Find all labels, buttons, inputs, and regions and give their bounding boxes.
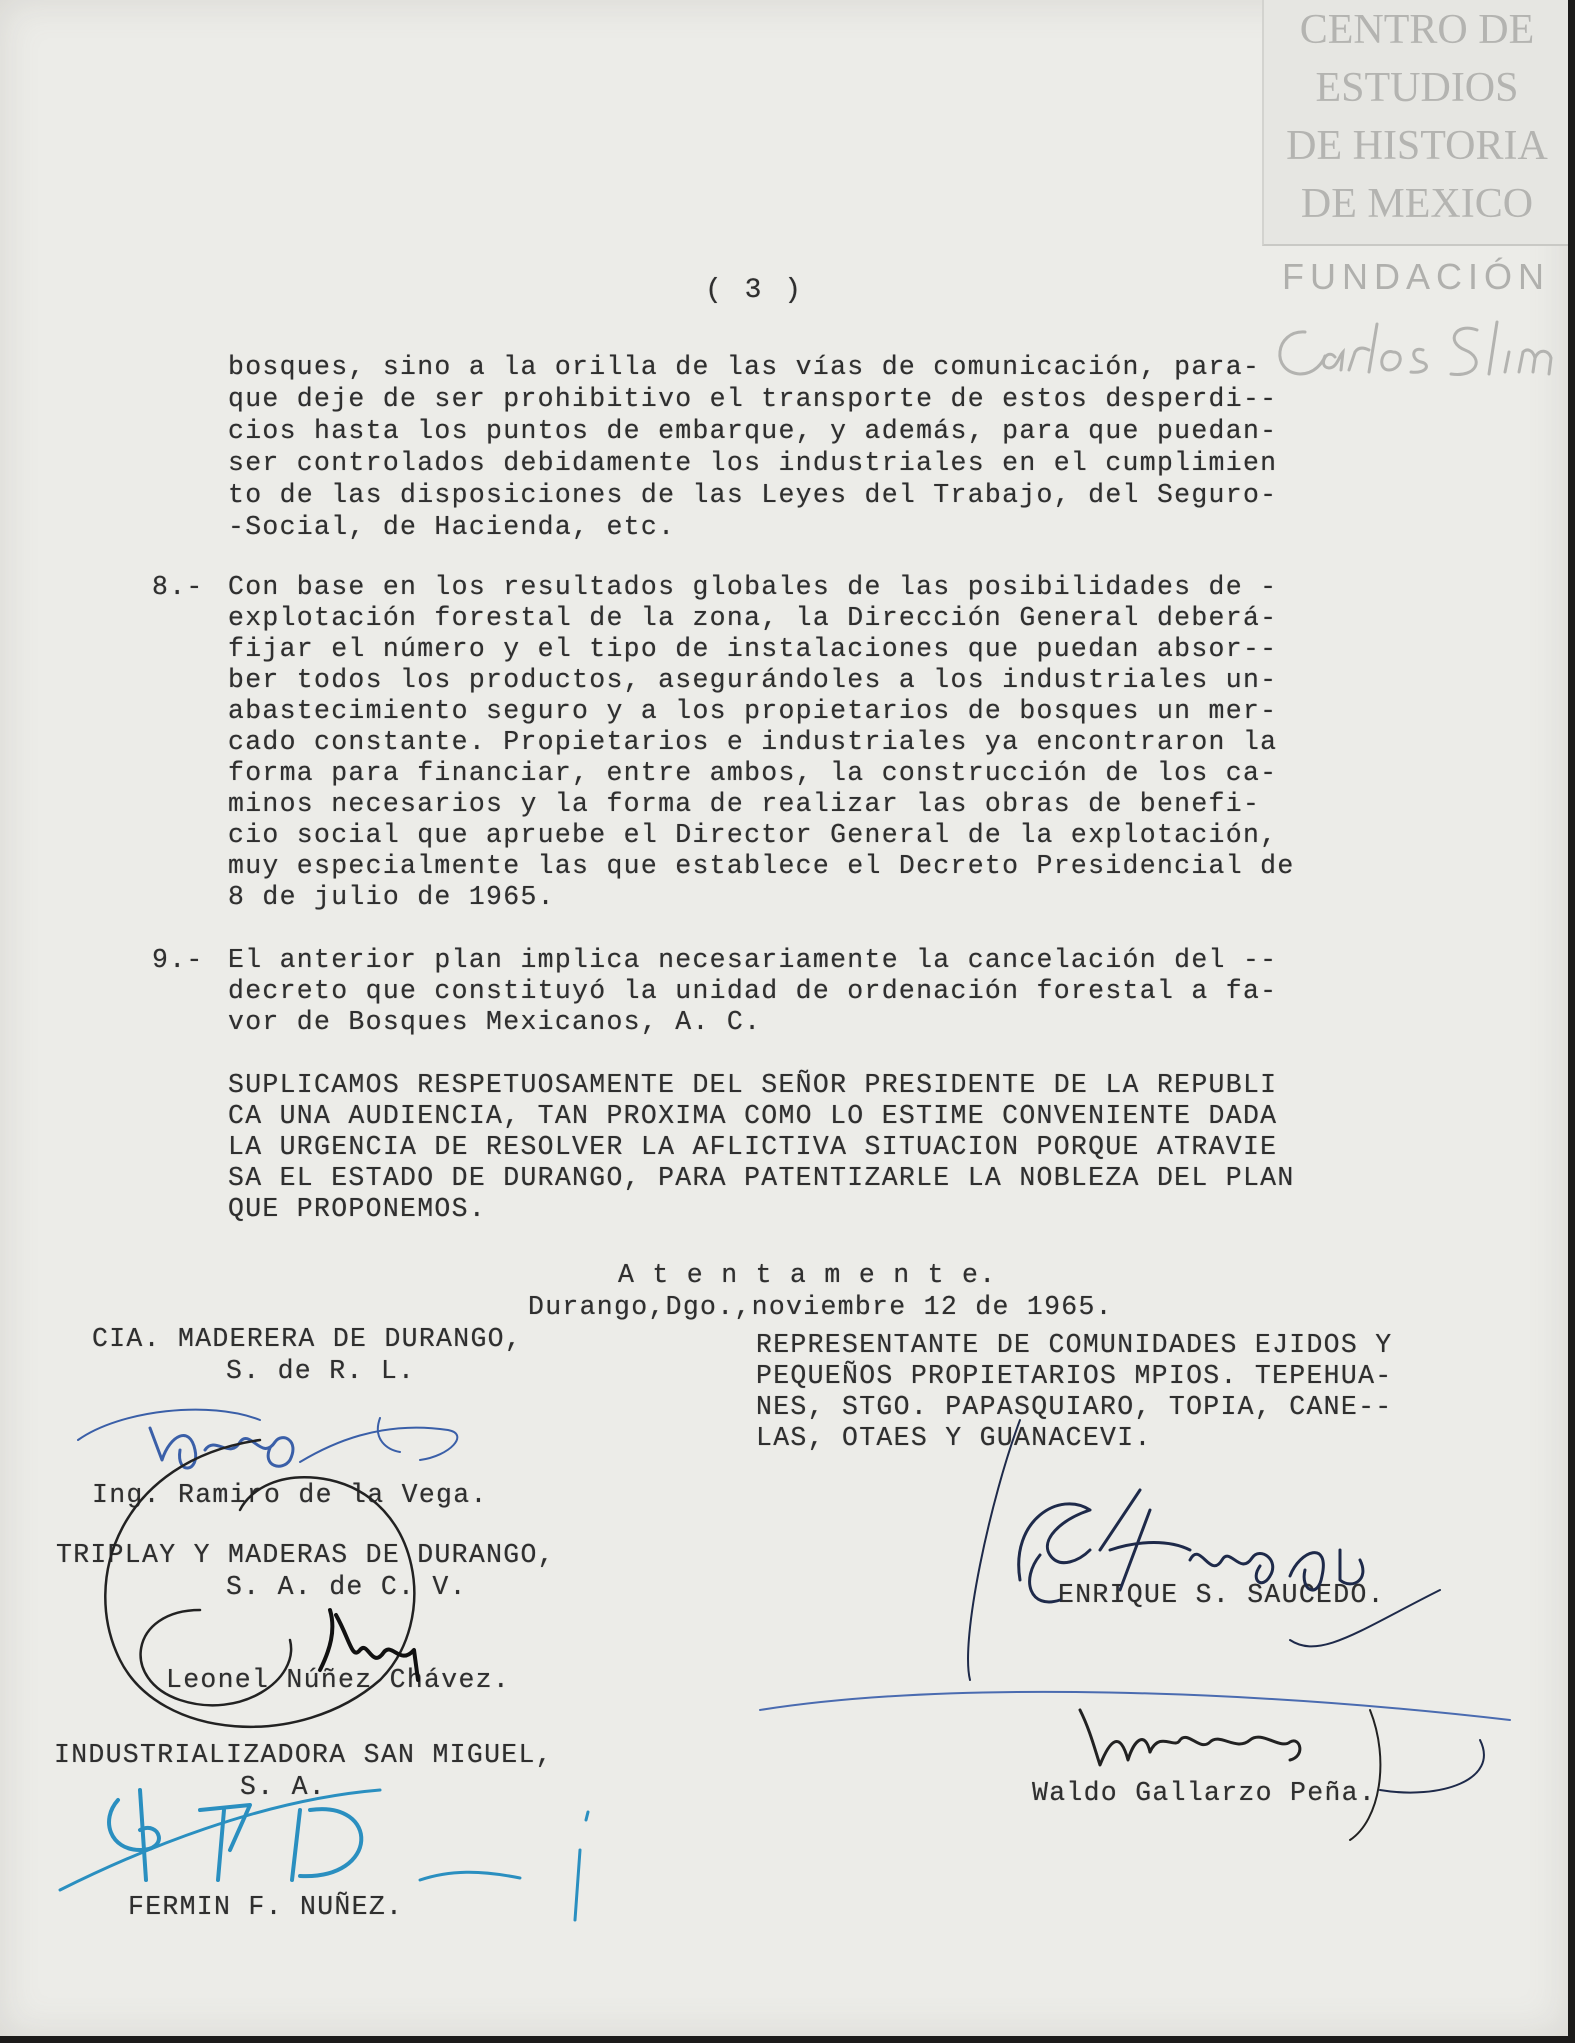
text-line: 8 de julio de 1965. [228, 882, 555, 912]
archive-watermark [1262, 0, 1570, 246]
item-number: 9.- [152, 945, 204, 975]
watermark-fundacion: FUNDACIÓN [1282, 256, 1550, 297]
heading-line: PEQUEÑOS PROPIETARIOS MPIOS. TEPEHUA- [756, 1361, 1393, 1391]
watermark-signature-logo [1265, 312, 1565, 392]
text-line: cios hasta los puntos de embarque, y además, para que puedan- [228, 416, 1278, 446]
watermark-line: DE HISTORIA [1286, 123, 1548, 169]
text-line: ber todos los productos, asegurándoles a los industriales un- [228, 665, 1278, 695]
watermark-line: DE MEXICO [1300, 181, 1534, 227]
page-number: ( 3 ) [705, 275, 805, 306]
company-type: S. A. de C. V. [226, 1572, 467, 1602]
company-name: TRIPLAY Y MADERAS DE DURANGO, [56, 1540, 555, 1570]
text-line: CA UNA AUDIENCIA, TAN PROXIMA COMO LO ESTIME CONVENIENTE DADA [228, 1101, 1278, 1131]
text-line: QUE PROPONEMOS. [228, 1194, 487, 1224]
text-line: to de las disposiciones de las Leyes del Trabajo, del Seguro- [228, 480, 1278, 510]
handwritten-signatures [0, 1380, 1568, 1940]
text-line: Con base en los resultados globales de las posibilidades de - [228, 572, 1278, 602]
text-line: bosques, sino a la orilla de las vías de comunicación, para- [228, 352, 1261, 382]
text-line: cio social que apruebe el Director General de la explotación, [228, 820, 1278, 850]
text-line: que deje de ser prohibitivo el transporte de estos desperdi-- [228, 384, 1278, 414]
heading-line: REPRESENTANTE DE COMUNIDADES EJIDOS Y [756, 1330, 1393, 1360]
heading-line: NES, STGO. PAPASQUIARO, TOPIA, CANE-- [756, 1392, 1393, 1422]
watermark-line: ESTUDIOS [1315, 65, 1519, 111]
place-date: Durango,Dgo.,noviembre 12 de 1965. [528, 1292, 1113, 1322]
text-line: fijar el número y el tipo de instalaciones que puedan absor-- [228, 634, 1278, 664]
company-name: INDUSTRIALIZADORA SAN MIGUEL, [54, 1740, 553, 1770]
text-line: minos necesarios y la forma de realizar las obras de benefi- [228, 789, 1261, 819]
text-line: explotación forestal de la zona, la Dirección General deberá- [228, 603, 1278, 633]
text-line: El anterior plan implica necesariamente la cancelación del -- [228, 945, 1278, 975]
text-line: vor de Bosques Mexicanos, A. C. [228, 1007, 762, 1037]
item-number: 8.- [152, 572, 204, 602]
signatory-name: FERMIN F. NUÑEZ. [128, 1892, 404, 1922]
company-name: CIA. MADERERA DE DURANGO, [92, 1324, 523, 1354]
text-line: SA EL ESTADO DE DURANGO, PARA PATENTIZARLE LA NOBLEZA DEL PLAN [228, 1163, 1295, 1193]
closing-salutation: A t e n t a m e n t e. [618, 1260, 997, 1290]
text-line: -Social, de Hacienda, etc. [228, 512, 676, 542]
scan-edge-bottom [0, 2036, 1575, 2043]
signatory-name: Leonel Núñez Chávez. [166, 1665, 511, 1695]
text-line: muy especialmente las que establece el Decreto Presidencial de [228, 851, 1295, 881]
scan-edge-right [1568, 0, 1575, 2043]
company-type: S. A. [240, 1772, 327, 1802]
text-line: SUPLICAMOS RESPETUOSAMENTE DEL SEÑOR PRESIDENTE DE LA REPUBLI [228, 1070, 1278, 1100]
text-line: LA URGENCIA DE RESOLVER LA AFLICTIVA SITUACION PORQUE ATRAVIE [228, 1132, 1278, 1162]
company-type: S. de R. L. [226, 1356, 416, 1386]
signatory-name: ENRIQUE S. SAUCEDO. [1058, 1580, 1385, 1610]
signatory-name: Ing. Ramiro de la Vega. [92, 1480, 488, 1510]
text-line: forma para financiar, entre ambos, la construcción de los ca- [228, 758, 1278, 788]
text-line: decreto que constituyó la unidad de ordenación forestal a fa- [228, 976, 1278, 1006]
heading-line: LAS, OTAES Y GUANACEVI. [756, 1423, 1152, 1453]
watermark-line: CENTRO DE [1299, 7, 1535, 53]
text-line: cado constante. Propietarios e industriales ya encontraron la [228, 727, 1278, 757]
signatory-name: Waldo Gallarzo Peña. [1032, 1778, 1377, 1808]
text-line: abastecimiento seguro y a los propietarios de bosques un mer- [228, 696, 1278, 726]
text-line: ser controlados debidamente los industriales en el cumplimien [228, 448, 1278, 478]
